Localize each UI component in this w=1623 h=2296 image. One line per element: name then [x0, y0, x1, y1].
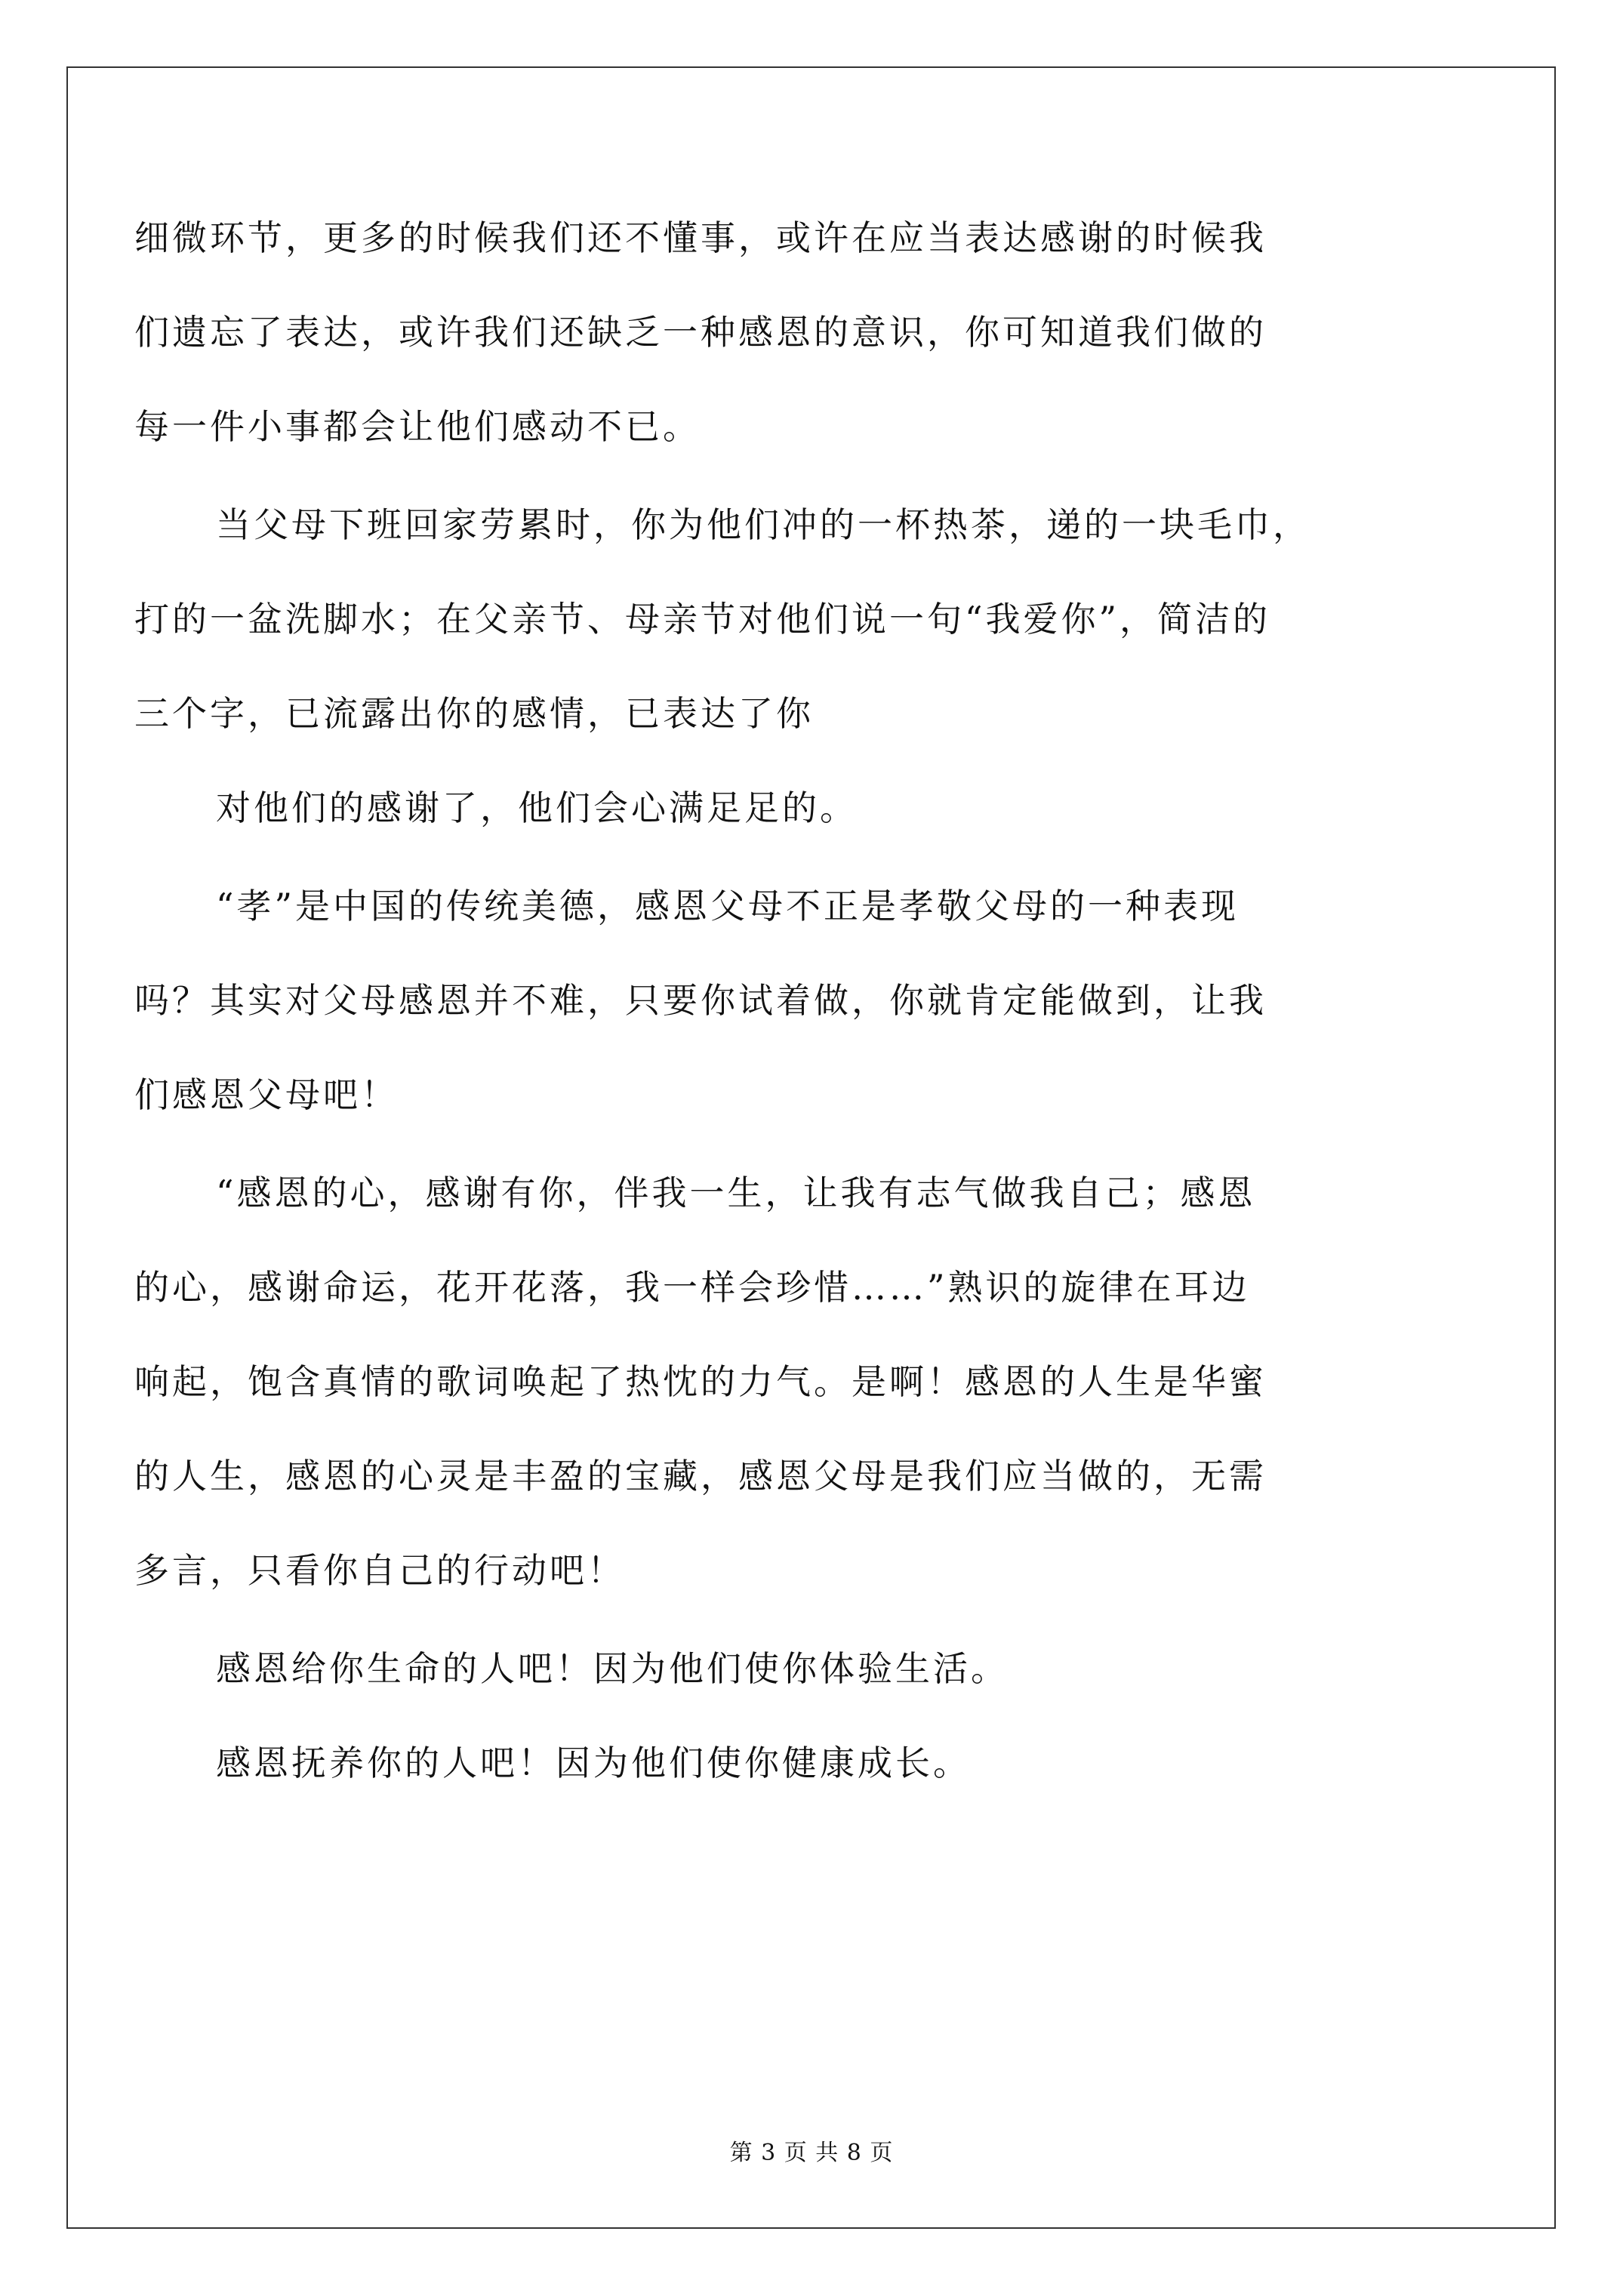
text-line: 多言，只看你自己的行动吧！: [134, 1550, 625, 1591]
paragraph-first-line: 对他们的感谢了，他们会心满足足的。: [216, 787, 858, 828]
paragraph-first-line: 当父母下班回家劳累时，你为他们冲的一杯热茶，递的一块毛巾，: [216, 504, 1310, 545]
text-line: 们遗忘了表达，或许我们还缺乏一种感恩的意识，你可知道我们做的: [134, 312, 1267, 353]
text-line: 细微环节，更多的时候我们还不懂事，或许在应当表达感谢的时候我: [134, 217, 1267, 258]
paragraph-first-line: 感恩给你生命的人吧！因为他们使你体验生活。: [216, 1648, 1009, 1689]
text-line: 三个字，已流露出你的感情，已表达了你: [134, 693, 814, 734]
text-line: 响起，饱含真情的歌词唤起了热忱的力气。是啊！感恩的人生是华蜜: [134, 1361, 1267, 1402]
text-line: 们感恩父母吧！: [134, 1074, 399, 1115]
text-line: 每一件小事都会让他们感动不已。: [134, 406, 701, 447]
text-line: 的心，感谢命运，花开花落，我一样会珍惜……”熟识的旋律在耳边: [134, 1267, 1250, 1308]
page-number: 第 3 页 共 8 页: [729, 2140, 894, 2166]
paragraph-first-line: 感恩抚养你的人吧！因为他们使你健康成长。: [216, 1743, 971, 1783]
text-line: 的人生，感恩的心灵是丰盈的宝藏，感恩父母是我们应当做的，无需: [134, 1456, 1267, 1496]
paragraph-first-line: “感恩的心，感谢有你，伴我一生，让我有志气做我自己；感恩: [216, 1173, 1256, 1213]
text-line: 打的一盆洗脚水；在父亲节、母亲节对他们说一句“我爱你”，简洁的: [134, 599, 1271, 639]
text-line: 吗？其实对父母感恩并不难，只要你试着做，你就肯定能做到，让我: [134, 980, 1267, 1021]
paragraph-first-line: “孝”是中国的传统美德，感恩父母不正是孝敬父母的一种表现: [216, 886, 1240, 926]
page-border: [66, 66, 1556, 2229]
